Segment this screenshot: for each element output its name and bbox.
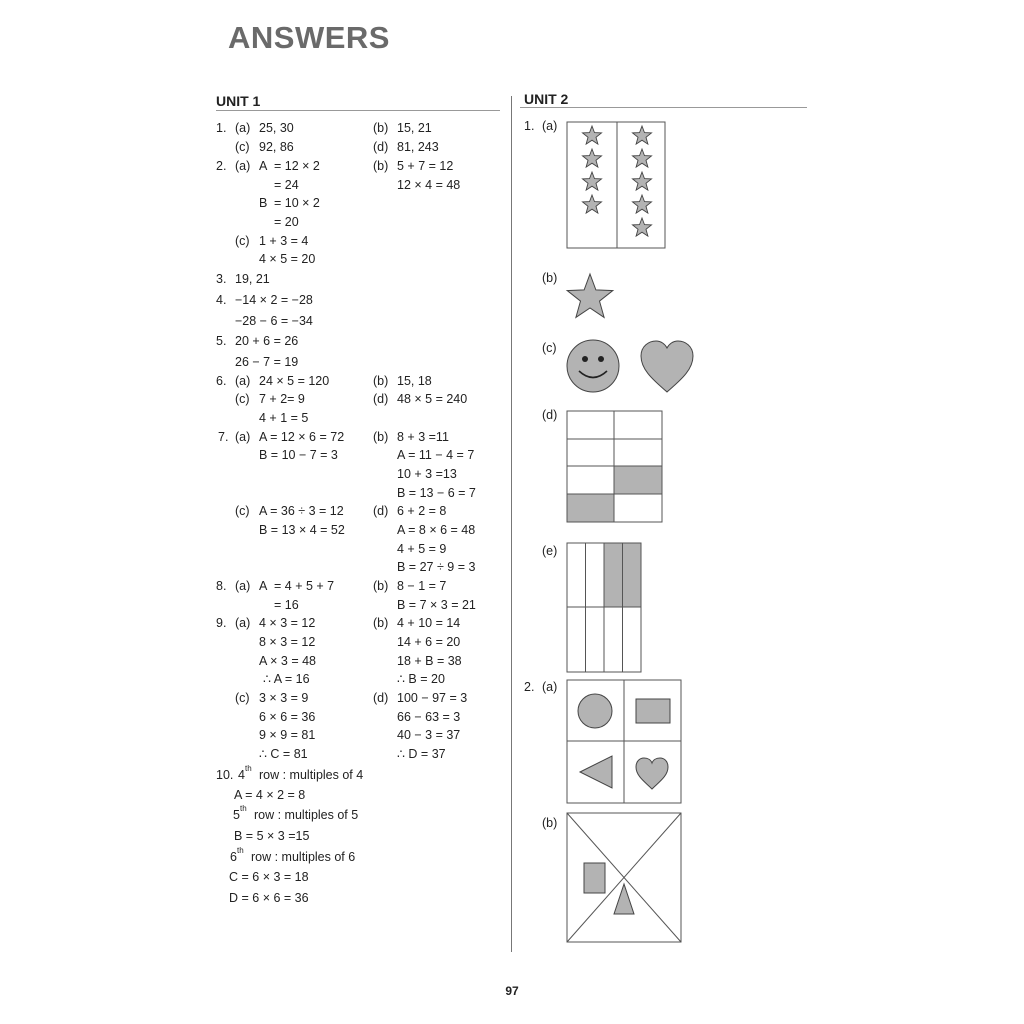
answer-line: ∴ A = 16 bbox=[263, 672, 310, 686]
answer-line: B = 27 ÷ 9 = 3 bbox=[397, 560, 476, 574]
answer-line: ∴ C = 81 bbox=[259, 747, 308, 761]
unit2-label: (e) bbox=[542, 544, 558, 558]
answer-line: (a) bbox=[235, 159, 251, 173]
answer-line: 6. bbox=[216, 374, 227, 388]
unit2-rule bbox=[520, 107, 807, 108]
answer-line: 25, 30 bbox=[259, 121, 294, 135]
answer-line: (a) bbox=[235, 374, 251, 388]
answer-line: = 24 bbox=[274, 178, 299, 192]
unit2-label: 2. bbox=[524, 680, 535, 694]
answer-line: = 4 + 5 + 7 bbox=[274, 579, 335, 593]
answer-line: (c) bbox=[235, 691, 250, 705]
answer-line: (b) bbox=[373, 616, 389, 630]
answer-line: A = 8 × 6 = 48 bbox=[397, 523, 476, 537]
unit2-label: (b) bbox=[542, 816, 558, 830]
answer-line: 8 × 3 = 12 bbox=[259, 635, 316, 649]
answer-line: 6 + 2 = 8 bbox=[397, 504, 447, 518]
answer-line: B = 5 × 3 =15 bbox=[234, 829, 310, 843]
answer-line: A = 4 × 2 = 8 bbox=[234, 788, 306, 802]
unit2-label: (c) bbox=[542, 341, 557, 355]
answer-line: ∴ D = 37 bbox=[397, 747, 446, 761]
figure-2b-diagonals bbox=[566, 812, 684, 944]
answer-line: (c) bbox=[235, 140, 250, 154]
answer-line: = 12 × 2 bbox=[274, 159, 320, 173]
figure-1b-star bbox=[564, 271, 616, 323]
answer-line: 92, 86 bbox=[259, 140, 294, 154]
answer-line: th bbox=[240, 804, 247, 813]
answer-line: 100 − 97 = 3 bbox=[397, 691, 468, 705]
figure-1e-strips bbox=[566, 542, 644, 674]
answer-line: 81, 243 bbox=[397, 140, 439, 154]
answer-line: 5 bbox=[233, 808, 240, 822]
answer-line: (b) bbox=[373, 159, 389, 173]
answer-line: −28 − 6 = −34 bbox=[235, 314, 313, 328]
unit2-label: (a) bbox=[542, 119, 558, 133]
answer-line: 66 − 63 = 3 bbox=[397, 710, 461, 724]
answer-line: A × 3 = 48 bbox=[259, 654, 316, 668]
answer-line: 4 + 5 = 9 bbox=[397, 542, 447, 556]
unit2-label: (b) bbox=[542, 271, 558, 285]
answer-line: th bbox=[237, 846, 244, 855]
answer-line: 4 + 10 = 14 bbox=[397, 616, 461, 630]
answer-line: 3 × 3 = 9 bbox=[259, 691, 309, 705]
answer-line: A = 12 × 6 = 72 bbox=[259, 430, 345, 444]
answer-line: 10. bbox=[216, 768, 234, 782]
answer-line: th bbox=[245, 764, 252, 773]
unit1-heading: UNIT 1 bbox=[216, 93, 261, 109]
answer-line: (d) bbox=[373, 691, 389, 705]
unit2-label: 1. bbox=[524, 119, 535, 133]
answer-line: 8 + 3 =11 bbox=[397, 430, 449, 444]
answer-line: row : multiples of 6 bbox=[251, 850, 356, 864]
column-divider bbox=[511, 96, 512, 952]
answer-line: 10 + 3 =13 bbox=[397, 467, 457, 481]
answer-line: A = 36 ÷ 3 = 12 bbox=[259, 504, 344, 518]
answer-line: (c) bbox=[235, 234, 250, 248]
answer-line: B bbox=[259, 196, 268, 210]
answer-line: A bbox=[259, 579, 268, 593]
answer-line: 15, 21 bbox=[397, 121, 432, 135]
answer-line: = 10 × 2 bbox=[274, 196, 320, 210]
answer-line: 19, 21 bbox=[235, 272, 270, 286]
answer-line: (d) bbox=[373, 392, 389, 406]
answer-line: 4 bbox=[238, 768, 245, 782]
answer-line: row : multiples of 5 bbox=[254, 808, 359, 822]
answer-line: (d) bbox=[373, 140, 389, 154]
unit1-rule bbox=[216, 110, 500, 111]
answer-line: (b) bbox=[373, 430, 389, 444]
answer-line: 18 + B = 38 bbox=[397, 654, 462, 668]
answer-line: ∴ B = 20 bbox=[397, 672, 445, 686]
answer-line: (b) bbox=[373, 121, 389, 135]
answer-line: 3. bbox=[216, 272, 227, 286]
answer-line: 12 × 4 = 48 bbox=[397, 178, 461, 192]
answer-line: = 16 bbox=[274, 598, 299, 612]
page-number: 97 bbox=[505, 984, 519, 998]
answer-line: 48 × 5 = 240 bbox=[397, 392, 468, 406]
page-title: ANSWERS bbox=[228, 20, 390, 55]
answer-line: 9 × 9 = 81 bbox=[259, 728, 316, 742]
answer-line: 1. bbox=[216, 121, 227, 135]
answer-line: 7 + 2= 9 bbox=[259, 392, 305, 406]
answer-line: (c) bbox=[235, 392, 250, 406]
answer-line: 8. bbox=[216, 579, 227, 593]
answer-line: (a) bbox=[235, 121, 251, 135]
answer-line: 8 − 1 = 7 bbox=[397, 579, 447, 593]
answer-line: 40 − 3 = 37 bbox=[397, 728, 461, 742]
answer-line: (a) bbox=[235, 430, 251, 444]
answer-line: 2. bbox=[216, 159, 227, 173]
answer-line: (c) bbox=[235, 504, 250, 518]
answer-line: B = 10 − 7 = 3 bbox=[259, 448, 338, 462]
answer-line: 26 − 7 = 19 bbox=[235, 355, 299, 369]
answer-line: C = 6 × 3 = 18 bbox=[229, 870, 309, 884]
answer-line: 4 × 3 = 12 bbox=[259, 616, 316, 630]
answer-line: (d) bbox=[373, 504, 389, 518]
answer-line: (b) bbox=[373, 374, 389, 388]
answer-line: (b) bbox=[373, 579, 389, 593]
answer-line: 1 + 3 = 4 bbox=[259, 234, 309, 248]
answer-line: 6 bbox=[230, 850, 237, 864]
figure-1d-grid bbox=[566, 410, 664, 526]
answer-line: −14 × 2 = −28 bbox=[235, 293, 313, 307]
answer-line: 9. bbox=[216, 616, 227, 630]
answer-line: 6 × 6 = 36 bbox=[259, 710, 316, 724]
unit2-heading: UNIT 2 bbox=[524, 91, 569, 107]
answer-line: D = 6 × 6 = 36 bbox=[229, 891, 309, 905]
answer-line: B = 7 × 3 = 21 bbox=[397, 598, 476, 612]
figure-2a-shapes bbox=[566, 679, 684, 805]
answer-line: (a) bbox=[235, 579, 251, 593]
answer-line: 4. bbox=[216, 293, 227, 307]
answer-line: 4 × 5 = 20 bbox=[259, 252, 316, 266]
answer-line: A bbox=[259, 159, 268, 173]
answer-line: 5. bbox=[216, 334, 227, 348]
answer-line: B = 13 − 6 = 7 bbox=[397, 486, 476, 500]
answer-line: row : multiples of 4 bbox=[259, 768, 364, 782]
answer-line: (a) bbox=[235, 616, 251, 630]
unit2-label: (d) bbox=[542, 408, 558, 422]
figure-1a-stars bbox=[566, 120, 666, 250]
answer-line: 20 + 6 = 26 bbox=[235, 334, 299, 348]
answer-line: B = 13 × 4 = 52 bbox=[259, 523, 345, 537]
answer-line: A = 11 − 4 = 7 bbox=[397, 448, 475, 462]
unit2-label: (a) bbox=[542, 680, 558, 694]
answer-line: 24 × 5 = 120 bbox=[259, 374, 330, 388]
answer-line: 15, 18 bbox=[397, 374, 432, 388]
figure-1c-smiley-heart bbox=[564, 338, 699, 396]
answer-line: 4 + 1 = 5 bbox=[259, 411, 309, 425]
answer-line: 7. bbox=[218, 430, 229, 444]
answer-line: = 20 bbox=[274, 215, 299, 229]
answer-line: 5 + 7 = 12 bbox=[397, 159, 454, 173]
answer-line: 14 + 6 = 20 bbox=[397, 635, 461, 649]
